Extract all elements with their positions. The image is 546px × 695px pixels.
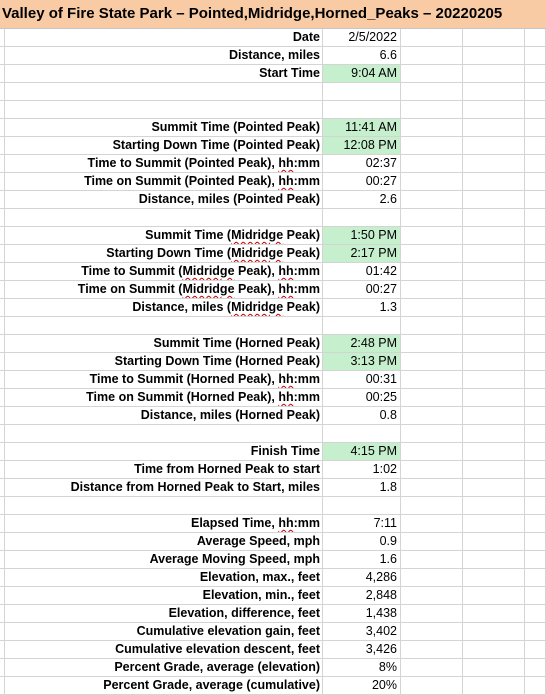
- empty-cell[interactable]: [401, 137, 463, 155]
- empty-cell[interactable]: [525, 191, 546, 209]
- empty-cell[interactable]: [401, 191, 463, 209]
- empty-cell[interactable]: [463, 173, 525, 191]
- row-value-cell[interactable]: 2:48 PM: [323, 335, 401, 353]
- empty-cell[interactable]: [463, 407, 525, 425]
- empty-cell[interactable]: [525, 263, 546, 281]
- empty-cell[interactable]: [525, 551, 546, 569]
- table-row: [0, 641, 546, 659]
- row-label-cell[interactable]: Percent Grade, average (elevation): [5, 659, 323, 677]
- empty-cell[interactable]: [525, 137, 546, 155]
- table-row: [0, 119, 546, 137]
- spellcheck-word: Midridge: [231, 228, 284, 242]
- empty-cell[interactable]: [401, 65, 463, 83]
- row-value-cell[interactable]: [323, 209, 401, 227]
- table-row: [0, 677, 546, 695]
- empty-cell[interactable]: [525, 677, 546, 695]
- empty-cell[interactable]: [401, 425, 463, 443]
- row-value-cell[interactable]: 00:31: [323, 371, 401, 389]
- row-value-cell[interactable]: 3,402: [323, 623, 401, 641]
- empty-cell[interactable]: [401, 515, 463, 533]
- empty-cell[interactable]: [525, 479, 546, 497]
- table-row: [0, 569, 546, 587]
- empty-cell[interactable]: [401, 29, 463, 47]
- empty-cell[interactable]: [401, 407, 463, 425]
- empty-cell[interactable]: [463, 587, 525, 605]
- empty-cell[interactable]: [401, 173, 463, 191]
- row-value-cell[interactable]: 11:41 AM: [323, 119, 401, 137]
- empty-cell[interactable]: [463, 209, 525, 227]
- empty-cell[interactable]: [463, 605, 525, 623]
- empty-cell[interactable]: [463, 533, 525, 551]
- row-label-cell[interactable]: Time on Summit (Pointed Peak), hh:mm: [5, 173, 323, 191]
- table-row: [0, 533, 546, 551]
- row-label-cell[interactable]: [5, 209, 323, 227]
- row-label-cell[interactable]: Distance, miles (Midridge Peak): [5, 299, 323, 317]
- empty-cell[interactable]: [463, 137, 525, 155]
- row-value-cell[interactable]: 02:37: [323, 155, 401, 173]
- row-label-cell[interactable]: Start Time: [5, 65, 323, 83]
- row-label-cell[interactable]: Summit Time (Midridge Peak): [5, 227, 323, 245]
- row-label-cell[interactable]: [5, 425, 323, 443]
- empty-cell[interactable]: [401, 605, 463, 623]
- table-row: [0, 443, 546, 461]
- empty-cell[interactable]: [525, 461, 546, 479]
- empty-cell[interactable]: [401, 209, 463, 227]
- empty-cell[interactable]: [401, 389, 463, 407]
- spellcheck-word: Midridge: [231, 246, 284, 260]
- empty-cell[interactable]: [525, 353, 546, 371]
- empty-cell[interactable]: [525, 569, 546, 587]
- row-value-cell[interactable]: 2/5/2022: [323, 29, 401, 47]
- row-value-cell[interactable]: 1:02: [323, 461, 401, 479]
- row-label-cell[interactable]: Average Moving Speed, mph: [5, 551, 323, 569]
- row-value-cell[interactable]: 01:42: [323, 263, 401, 281]
- table-row: [0, 29, 546, 47]
- empty-cell[interactable]: [401, 155, 463, 173]
- spellcheck-word: Midridge: [182, 264, 235, 278]
- row-label-cell[interactable]: Date: [5, 29, 323, 47]
- row-value-cell[interactable]: 1,438: [323, 605, 401, 623]
- empty-cell[interactable]: [401, 443, 463, 461]
- row-value-cell[interactable]: 4:15 PM: [323, 443, 401, 461]
- row-value-cell[interactable]: 3,426: [323, 641, 401, 659]
- empty-cell[interactable]: [525, 425, 546, 443]
- row-label-cell[interactable]: Time on Summit (Midridge Peak), hh:mm: [5, 281, 323, 299]
- empty-cell[interactable]: [401, 371, 463, 389]
- row-value-cell[interactable]: 2.6: [323, 191, 401, 209]
- table-row: [0, 47, 546, 65]
- table-row: [0, 623, 546, 641]
- row-value-cell[interactable]: 1.3: [323, 299, 401, 317]
- empty-cell[interactable]: [463, 83, 525, 101]
- empty-cell[interactable]: [463, 677, 525, 695]
- empty-cell[interactable]: [463, 497, 525, 515]
- row-label-cell[interactable]: Starting Down Time (Midridge Peak): [5, 245, 323, 263]
- empty-cell[interactable]: [525, 281, 546, 299]
- empty-cell[interactable]: [401, 677, 463, 695]
- table-row: [0, 389, 546, 407]
- row-value-cell[interactable]: 1:50 PM: [323, 227, 401, 245]
- empty-cell[interactable]: [525, 317, 546, 335]
- row-value-cell[interactable]: 2,848: [323, 587, 401, 605]
- table-row: [0, 101, 546, 119]
- empty-cell[interactable]: [525, 641, 546, 659]
- row-value-cell[interactable]: 4,286: [323, 569, 401, 587]
- empty-cell[interactable]: [463, 641, 525, 659]
- table-row: [0, 659, 546, 677]
- empty-cell[interactable]: [401, 83, 463, 101]
- row-value-cell[interactable]: [323, 497, 401, 515]
- empty-cell[interactable]: [401, 245, 463, 263]
- row-label-cell[interactable]: [5, 317, 323, 335]
- table-row: [0, 335, 546, 353]
- title-row[interactable]: [0, 0, 546, 29]
- empty-cell[interactable]: [463, 299, 525, 317]
- row-label-cell[interactable]: Distance, miles: [5, 47, 323, 65]
- empty-cell[interactable]: [525, 515, 546, 533]
- empty-cell[interactable]: [401, 623, 463, 641]
- empty-cell[interactable]: [401, 569, 463, 587]
- row-label-cell[interactable]: Time on Summit (Horned Peak), hh:mm: [5, 389, 323, 407]
- sheet-title: Valley of Fire State Park – Pointed,Midridge,Horned_Peaks – 20220205: [2, 5, 503, 22]
- spellcheck-word: hh: [278, 156, 294, 170]
- table-row: [0, 209, 546, 227]
- empty-cell[interactable]: [525, 29, 546, 47]
- spellcheck-word: hh: [278, 372, 294, 386]
- empty-cell[interactable]: [401, 641, 463, 659]
- row-value-cell[interactable]: 3:13 PM: [323, 353, 401, 371]
- row-label-cell[interactable]: Elapsed Time, hh:mm: [5, 515, 323, 533]
- empty-cell[interactable]: [525, 371, 546, 389]
- row-label-cell[interactable]: Cumulative elevation descent, feet: [5, 641, 323, 659]
- empty-cell[interactable]: [463, 191, 525, 209]
- row-label-cell[interactable]: Time to Summit (Pointed Peak), hh:mm: [5, 155, 323, 173]
- table-row: [0, 587, 546, 605]
- table-row: [0, 263, 546, 281]
- spellcheck-word: hh: [278, 390, 294, 404]
- row-value-cell[interactable]: [323, 101, 401, 119]
- row-label-cell[interactable]: Elevation, min., feet: [5, 587, 323, 605]
- empty-cell[interactable]: [401, 353, 463, 371]
- table-row: [0, 155, 546, 173]
- table-row: [0, 191, 546, 209]
- row-label-cell[interactable]: Average Speed, mph: [5, 533, 323, 551]
- empty-cell[interactable]: [401, 47, 463, 65]
- empty-cell[interactable]: [463, 155, 525, 173]
- row-label-cell[interactable]: Cumulative elevation gain, feet: [5, 623, 323, 641]
- row-label-cell[interactable]: Time from Horned Peak to start: [5, 461, 323, 479]
- row-value-cell[interactable]: 1.6: [323, 551, 401, 569]
- empty-cell[interactable]: [525, 245, 546, 263]
- row-label-cell[interactable]: [5, 101, 323, 119]
- empty-cell[interactable]: [525, 407, 546, 425]
- table-row: [0, 461, 546, 479]
- empty-cell[interactable]: [463, 623, 525, 641]
- empty-cell[interactable]: [463, 551, 525, 569]
- empty-cell[interactable]: [401, 227, 463, 245]
- table-row: [0, 137, 546, 155]
- table-row: [0, 515, 546, 533]
- empty-cell[interactable]: [401, 299, 463, 317]
- row-label-cell[interactable]: Starting Down Time (Horned Peak): [5, 353, 323, 371]
- row-value-cell[interactable]: [323, 83, 401, 101]
- empty-cell[interactable]: [525, 65, 546, 83]
- row-value-cell[interactable]: 1.8: [323, 479, 401, 497]
- row-value-cell[interactable]: 12:08 PM: [323, 137, 401, 155]
- empty-cell[interactable]: [401, 101, 463, 119]
- row-value-cell[interactable]: 0.8: [323, 407, 401, 425]
- table-row: [0, 605, 546, 623]
- spellcheck-word: Midridge: [231, 300, 284, 314]
- empty-cell[interactable]: [463, 245, 525, 263]
- row-label-cell[interactable]: Starting Down Time (Pointed Peak): [5, 137, 323, 155]
- empty-cell[interactable]: [463, 65, 525, 83]
- row-value-cell[interactable]: 00:27: [323, 281, 401, 299]
- empty-cell[interactable]: [463, 119, 525, 137]
- table-row: [0, 65, 546, 83]
- table-row: [0, 299, 546, 317]
- row-label-cell[interactable]: [5, 497, 323, 515]
- empty-cell[interactable]: [525, 155, 546, 173]
- empty-cell[interactable]: [401, 263, 463, 281]
- empty-cell[interactable]: [401, 533, 463, 551]
- empty-cell[interactable]: [401, 335, 463, 353]
- table-row: [0, 479, 546, 497]
- row-value-cell[interactable]: 0.9: [323, 533, 401, 551]
- spellcheck-word: hh: [278, 516, 294, 530]
- empty-cell[interactable]: [525, 497, 546, 515]
- row-value-cell[interactable]: 00:25: [323, 389, 401, 407]
- row-label-cell[interactable]: Time to Summit (Midridge Peak), hh:mm: [5, 263, 323, 281]
- empty-cell[interactable]: [463, 443, 525, 461]
- row-label-cell[interactable]: Elevation, difference, feet: [5, 605, 323, 623]
- spellcheck-word: Midridge: [182, 282, 235, 296]
- row-label-cell[interactable]: Distance, miles (Horned Peak): [5, 407, 323, 425]
- table-row: [0, 227, 546, 245]
- row-value-cell[interactable]: 9:04 AM: [323, 65, 401, 83]
- row-value-cell[interactable]: 6.6: [323, 47, 401, 65]
- empty-cell[interactable]: [463, 29, 525, 47]
- empty-cell[interactable]: [525, 83, 546, 101]
- row-value-cell[interactable]: [323, 317, 401, 335]
- empty-cell[interactable]: [525, 389, 546, 407]
- empty-cell[interactable]: [525, 605, 546, 623]
- empty-cell[interactable]: [463, 425, 525, 443]
- spellcheck-word: hh: [278, 282, 294, 296]
- empty-cell[interactable]: [463, 335, 525, 353]
- empty-cell[interactable]: [463, 479, 525, 497]
- table-row: [0, 371, 546, 389]
- empty-cell[interactable]: [525, 623, 546, 641]
- empty-cell[interactable]: [463, 263, 525, 281]
- table-row: [0, 281, 546, 299]
- row-label-cell[interactable]: Summit Time (Horned Peak): [5, 335, 323, 353]
- empty-cell[interactable]: [525, 101, 546, 119]
- empty-cell[interactable]: [525, 533, 546, 551]
- empty-cell[interactable]: [463, 227, 525, 245]
- row-value-cell[interactable]: 2:17 PM: [323, 245, 401, 263]
- empty-cell[interactable]: [401, 479, 463, 497]
- empty-cell[interactable]: [463, 389, 525, 407]
- empty-cell[interactable]: [463, 371, 525, 389]
- empty-cell[interactable]: [463, 281, 525, 299]
- empty-cell[interactable]: [401, 281, 463, 299]
- row-label-cell[interactable]: Time to Summit (Horned Peak), hh:mm: [5, 371, 323, 389]
- table-row: [0, 425, 546, 443]
- table-row: [0, 245, 546, 263]
- row-label-cell[interactable]: [5, 83, 323, 101]
- table-row: [0, 173, 546, 191]
- row-label-cell[interactable]: Distance from Horned Peak to Start, miles: [5, 479, 323, 497]
- empty-cell[interactable]: [525, 587, 546, 605]
- empty-cell[interactable]: [401, 659, 463, 677]
- empty-cell[interactable]: [525, 443, 546, 461]
- empty-cell[interactable]: [525, 209, 546, 227]
- table-row: [0, 83, 546, 101]
- row-value-cell[interactable]: 00:27: [323, 173, 401, 191]
- empty-cell[interactable]: [463, 569, 525, 587]
- spellcheck-word: hh: [278, 264, 294, 278]
- empty-cell[interactable]: [463, 461, 525, 479]
- empty-cell[interactable]: [525, 119, 546, 137]
- empty-cell[interactable]: [401, 551, 463, 569]
- row-value-cell[interactable]: 7:11: [323, 515, 401, 533]
- empty-cell[interactable]: [525, 659, 546, 677]
- empty-cell[interactable]: [463, 659, 525, 677]
- table-row: [0, 353, 546, 371]
- empty-cell[interactable]: [401, 317, 463, 335]
- row-label-cell[interactable]: Finish Time: [5, 443, 323, 461]
- row-value-cell[interactable]: 20%: [323, 677, 401, 695]
- table-row: [0, 497, 546, 515]
- empty-cell[interactable]: [401, 587, 463, 605]
- row-label-cell[interactable]: Distance, miles (Pointed Peak): [5, 191, 323, 209]
- empty-cell[interactable]: [525, 335, 546, 353]
- row-label-cell[interactable]: Summit Time (Pointed Peak): [5, 119, 323, 137]
- row-label-cell[interactable]: Percent Grade, average (cumulative): [5, 677, 323, 695]
- empty-cell[interactable]: [401, 461, 463, 479]
- table-row: [0, 407, 546, 425]
- empty-cell[interactable]: [525, 299, 546, 317]
- row-value-cell[interactable]: 8%: [323, 659, 401, 677]
- empty-cell[interactable]: [463, 101, 525, 119]
- empty-cell[interactable]: [463, 515, 525, 533]
- empty-cell[interactable]: [463, 353, 525, 371]
- empty-cell[interactable]: [525, 227, 546, 245]
- table-row: [0, 317, 546, 335]
- row-value-cell[interactable]: [323, 425, 401, 443]
- empty-cell[interactable]: [525, 47, 546, 65]
- empty-cell[interactable]: [463, 317, 525, 335]
- empty-cell[interactable]: [401, 119, 463, 137]
- empty-cell[interactable]: [463, 47, 525, 65]
- table-row: [0, 551, 546, 569]
- empty-cell[interactable]: [525, 173, 546, 191]
- empty-cell[interactable]: [401, 497, 463, 515]
- spellcheck-word: hh: [278, 174, 294, 188]
- row-label-cell[interactable]: Elevation, max., feet: [5, 569, 323, 587]
